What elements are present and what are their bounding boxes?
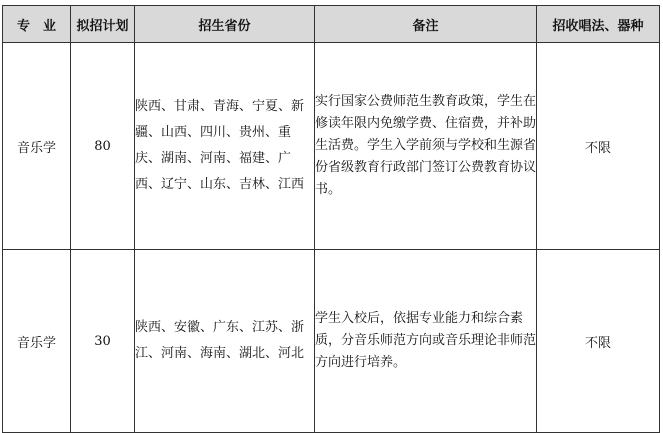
restriction-cell: 不限: [537, 43, 660, 250]
admissions-table: [2, 5, 660, 433]
major-cell: 音乐学: [3, 250, 71, 433]
restriction-cell: 不限: [537, 250, 660, 433]
header-row: [3, 6, 660, 43]
header-quota: 拟招计划: [71, 6, 135, 43]
notes-cell: 学生入校后，依据专业能力和综合素质，分音乐师范方向或音乐理论非师范方向进行培养。: [315, 250, 537, 433]
header-major: 专 业: [3, 6, 71, 43]
provinces-cell: 陕西、甘肃、青海、宁夏、新疆、山西、四川、贵州、重庆、湖南、河南、福建、广西、辽宁、山东、吉林、江西: [135, 43, 315, 250]
provinces-cell: 陕西、安徽、广东、江苏、浙江、河南、海南、湖北、河北: [135, 250, 315, 433]
major-cell: 音乐学: [3, 43, 71, 250]
header-restriction: 招收唱法、器种: [537, 6, 660, 43]
quota-cell: 80: [71, 43, 135, 250]
table-row: [3, 43, 660, 250]
quota-cell: 30: [71, 250, 135, 433]
header-notes: 备注: [315, 6, 537, 43]
header-provinces: 招生省份: [135, 6, 315, 43]
table-row: [3, 250, 660, 433]
notes-cell: 实行国家公费师范生教育政策，学生在修读年限内免缴学费、住宿费，并补助生活费。学生入学前须与学校和生源省份省级教育行政部门签订公费教育协议书。: [315, 43, 537, 250]
